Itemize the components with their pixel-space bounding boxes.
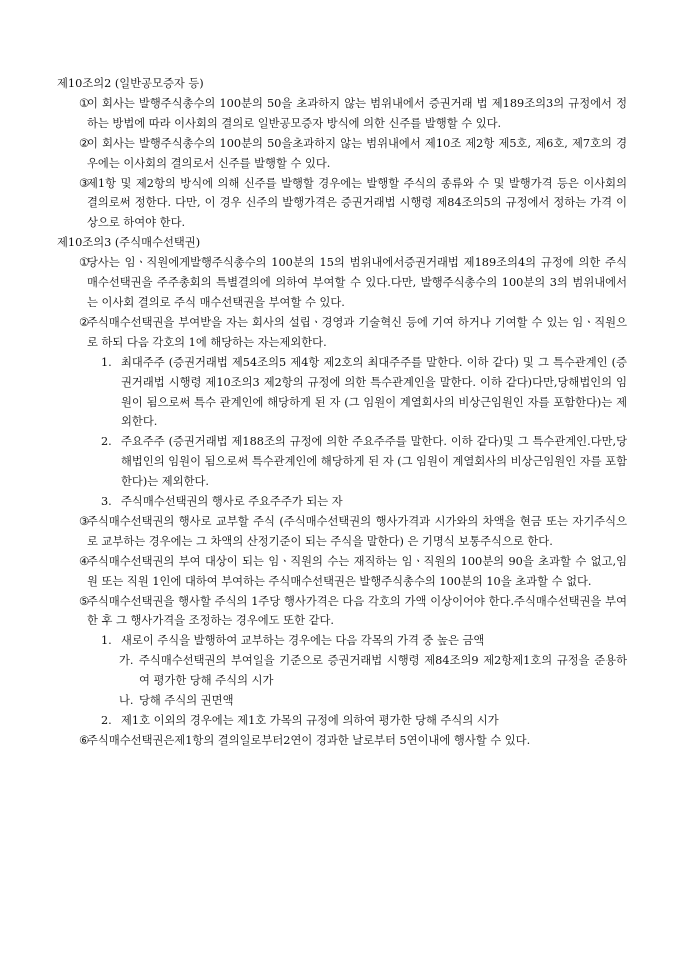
paragraph-number: ①	[79, 256, 90, 270]
paragraph-text: 당사는 임ㆍ직원에게발행주식총수의 100분의 15의 범위내에서증권거래법 제189조의4의 규정에 의한 주식매수선택권을 주주총회의 특별결의에 의하여 부여할 수 있다.다만, 발행주식총수의 100분의 3의 범위내에서는 이사회 결의로 주식 매수선택권을 부여할 수 있다.	[87, 256, 627, 309]
article-paragraph	[57, 313, 627, 353]
sub-item-number: 가.	[119, 654, 134, 668]
paragraph-number: ⑤	[79, 594, 90, 608]
paragraph-text: 주식매수선택권은제1항의 결의일로부터2연이 경과한 날로부터 5연이내에 행사할 수 있다.	[87, 733, 531, 747]
list-item	[57, 353, 627, 433]
paragraph-text: 제1항 및 제2항의 방식에 의해 신주를 발행할 경우에는 발행할 주식의 종류와 수 및 발행가격 등은 이사회의 결의로써 정한다. 다만, 이 경우 신주의 발행가격은 증권거래법 시행령 제84조의5의 규정에서 정하는 가격 이상으로 하여야 한다.	[87, 176, 627, 230]
article-paragraph	[57, 174, 627, 234]
list-item	[57, 711, 627, 731]
article-paragraph	[57, 592, 627, 632]
item-number: 2.	[101, 714, 112, 727]
paragraph-number: ③	[79, 514, 90, 528]
sub-list-item	[57, 691, 627, 711]
item-number: 2.	[101, 435, 112, 449]
sub-item-text: 당해 주식의 권면액	[139, 694, 234, 708]
paragraph-text: 이 회사는 발행주식총수의 100분의 50을초과하지 않는 범위내에서 제10조 제2항 제5호, 제6호, 제7호의 경우에는 이사회의 결의로서 신주를 발행할 수 있다.	[87, 136, 627, 170]
article-paragraph	[57, 94, 627, 134]
item-text: 주요주주 (증권거래법 제188조의 규정에 의한 주요주주를 말한다. 이하 같다)및 그 특수관계인.다만,당해법인의 임원이 됨으로써 특수관계인에 해당하게 된 자 (그 임원이 계열회사의 비상근임원인 자를 포함한다)는 제외한다.	[121, 435, 627, 489]
article-paragraph	[57, 731, 627, 751]
sub-item-text: 주식매수선택권의 부여일을 기준으로 증권거래법 시행령 제84조의9 제2항제1호의 규정을 준용하여 평가한 당해 주식의 시가	[139, 654, 627, 688]
paragraph-text: 주식매수선택권의 부여 대상이 되는 임ㆍ직원의 수는 재직하는 임ㆍ직원의 100분의 90을 초과할 수 없고,임원 또는 직원 1인에 대하여 부여하는 주식매수선택권은 발행주식총수의 100분의 10을 초과할 수 없다.	[87, 554, 627, 588]
paragraph-number: ③	[79, 176, 90, 190]
sub-item-number: 나.	[119, 694, 134, 708]
paragraph-number: ②	[79, 136, 90, 150]
article-paragraph	[57, 134, 627, 174]
paragraph-text: 이 회사는 발행주식총수의 100분의 50을 초과하지 않는 범위내에서 증권거래 법 제189조의3의 규정에서 정하는 방법에 따라 이사회의 결의로 일반공모증자 방식에 의한 신주를 발행할 수 있다.	[87, 96, 627, 130]
item-number: 3.	[101, 495, 112, 509]
article-paragraph	[57, 253, 627, 313]
paragraph-number: ②	[79, 315, 90, 329]
item-text: 주식매수선택권의 행사로 주요주주가 되는 자	[121, 495, 343, 509]
paragraph-number: ①	[79, 96, 90, 110]
article-paragraph	[57, 552, 627, 592]
item-number: 1.	[101, 355, 112, 369]
paragraph-number: ④	[79, 554, 90, 568]
list-item	[57, 432, 627, 492]
item-text: 최대주주 (증권거래법 제54조의5 제4항 제2호의 최대주주를 말한다. 이하 같다) 및 그 특수관계인 (증권거래법 시행령 제10조의3 제2항의 규정에 의한 특수관계인을 말한다. 이하 같다)다만,당해법인의 임원이 됨으로써 특수 관계인에 해당하게 된 자 (그 임원이 계열회사의 비상근임원인 자를 포함한다)는 제외한다.	[121, 355, 627, 429]
item-number: 1.	[101, 634, 112, 648]
list-item	[57, 631, 627, 651]
list-item	[57, 492, 627, 512]
article-heading: 제10조의3 (주식매수선택권)	[57, 236, 201, 250]
articles-text	[57, 74, 627, 751]
article-heading: 제10조의2 (일반공모증자 등)	[57, 77, 204, 90]
paragraph-text: 주식매수선택권을 부여받을 자는 회사의 설립ㆍ경영과 기술혁신 등에 기여 하거나 기여할 수 있는 임ㆍ직원으로 하되 다음 각호의 1에 해당하는 자는제외한다.	[87, 315, 627, 349]
item-text: 제1호 이외의 경우에는 제1호 가목의 규정에 의하여 평가한 당해 주식의 시가	[121, 714, 499, 727]
item-text: 새로이 주식을 발행하여 교부하는 경우에는 다음 각목의 가격 중 높은 금액	[121, 634, 485, 648]
paragraph-text: 주식매수선택권의 행사로 교부할 주식 (주식매수선택권의 행사가격과 시가와의 차액을 현금 또는 자기주식으로 교부하는 경우에는 그 차액의 산정기준이 되는 주식을 말한다) 은 기명식 보통주식으로 한다.	[87, 514, 627, 548]
article-paragraph	[57, 512, 627, 552]
paragraph-number: ⑥	[79, 733, 90, 747]
sub-list-item	[57, 651, 627, 691]
paragraph-text: 주식매수선택권을 행사할 주식의 1주당 행사가격은 다음 각호의 가액 이상이어야 한다.주식매수선택권을 부여한 후 그 행사가격을 조정하는 경우에도 또한 같다.	[87, 594, 627, 628]
